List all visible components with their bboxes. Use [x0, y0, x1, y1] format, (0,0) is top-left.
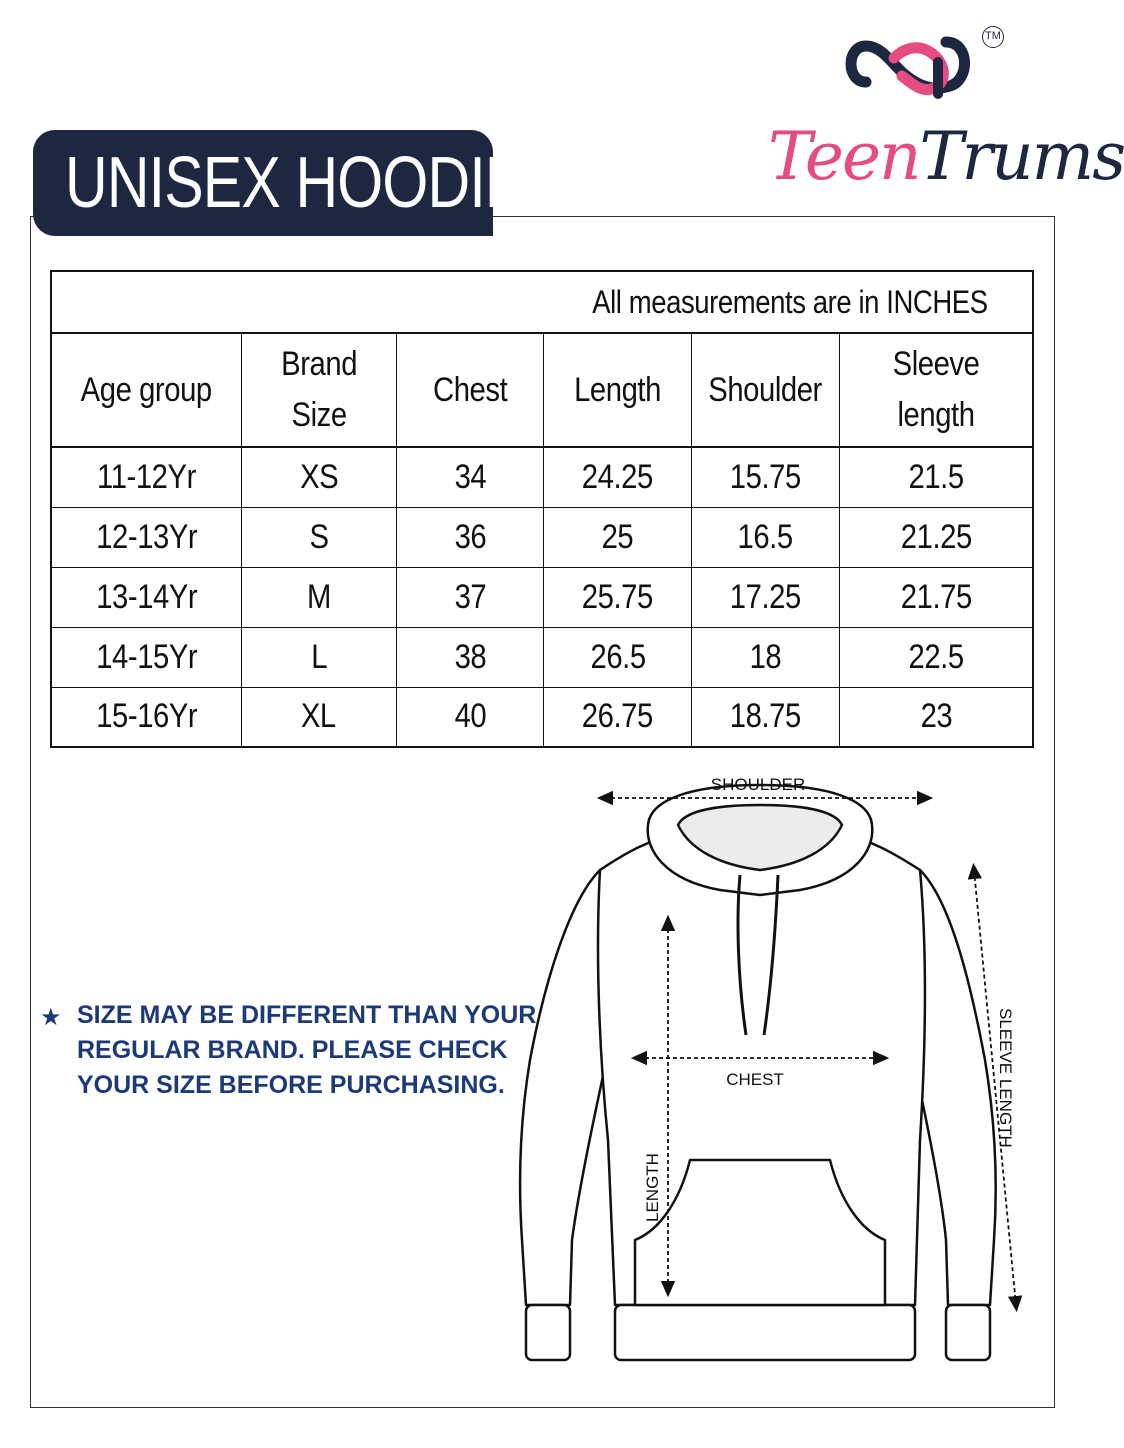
header-length: Length — [544, 333, 692, 447]
cell-age: 15-16Yr — [51, 687, 241, 747]
cell-chest: 40 — [396, 687, 544, 747]
cell-shoulder: 15.75 — [692, 447, 840, 507]
cell-length: 25 — [544, 507, 692, 567]
cell-sleeve: 21.25 — [839, 507, 1033, 567]
cell-sleeve: 23 — [839, 687, 1033, 747]
unit-note: All measurements are in INCHES — [51, 271, 1033, 333]
chest-label: CHEST — [726, 1070, 784, 1089]
sleeve-length-label: SLEEVE LENGTH — [996, 1008, 1015, 1148]
header-row — [51, 333, 1033, 447]
cell-chest: 38 — [396, 627, 544, 687]
disclaimer-line: REGULAR BRAND. PLEASE CHECK — [77, 1036, 508, 1064]
table-row — [51, 687, 1033, 747]
disclaimer-line: YOUR SIZE BEFORE PURCHASING. — [77, 1071, 505, 1099]
cell-age: 13-14Yr — [51, 567, 241, 627]
brand-wordmark — [768, 118, 1124, 195]
header-shoulder: Shoulder — [692, 333, 840, 447]
cell-length: 26.5 — [544, 627, 692, 687]
cell-size: M — [241, 567, 396, 627]
star-icon: ★ — [40, 1004, 62, 1031]
header-age-group: Age group — [51, 333, 241, 447]
brand-name-part1: Teen — [768, 118, 920, 195]
table-row — [51, 507, 1033, 567]
cell-chest: 36 — [396, 507, 544, 567]
page-title-tab — [33, 130, 524, 236]
cell-shoulder: 17.25 — [692, 567, 840, 627]
header-brand-size: Brand Size — [241, 333, 396, 447]
header-chest: Chest — [396, 333, 544, 447]
page-title: UNISEX HOODIE — [65, 143, 524, 223]
cell-length: 24.25 — [544, 447, 692, 507]
cell-size: XL — [241, 687, 396, 747]
header-sleeve-length: Sleeve length — [839, 333, 1033, 447]
cell-sleeve: 22.5 — [839, 627, 1033, 687]
table-row — [51, 567, 1033, 627]
length-label: LENGTH — [643, 1153, 662, 1222]
disclaimer-line: SIZE MAY BE DIFFERENT THAN YOUR — [77, 1001, 537, 1029]
cell-size: XS — [241, 447, 396, 507]
hoodie-measurement-diagram — [500, 760, 1060, 1400]
cell-sleeve: 21.5 — [839, 447, 1033, 507]
size-chart-table — [50, 270, 1034, 748]
cell-chest: 37 — [396, 567, 544, 627]
cell-sleeve: 21.75 — [839, 567, 1033, 627]
cell-age: 11-12Yr — [51, 447, 241, 507]
cell-age: 14-15Yr — [51, 627, 241, 687]
cell-chest: 34 — [396, 447, 544, 507]
size-disclaimer — [40, 998, 537, 1103]
shoulder-label: SHOULDER — [710, 775, 806, 794]
cell-size: L — [241, 627, 396, 687]
unit-note-row — [51, 271, 1033, 333]
trademark-badge: TM — [982, 26, 1004, 48]
cell-age: 12-13Yr — [51, 507, 241, 567]
cell-length: 26.75 — [544, 687, 692, 747]
cell-length: 25.75 — [544, 567, 692, 627]
cell-shoulder: 16.5 — [692, 507, 840, 567]
cell-shoulder: 18.75 — [692, 687, 840, 747]
cell-size: S — [241, 507, 396, 567]
brand-logo — [768, 22, 1124, 195]
table-row — [51, 447, 1033, 507]
cell-shoulder: 18 — [692, 627, 840, 687]
table-row — [51, 627, 1033, 687]
infinity-logo-icon — [838, 22, 988, 112]
brand-name-part2: Trums — [919, 118, 1124, 195]
